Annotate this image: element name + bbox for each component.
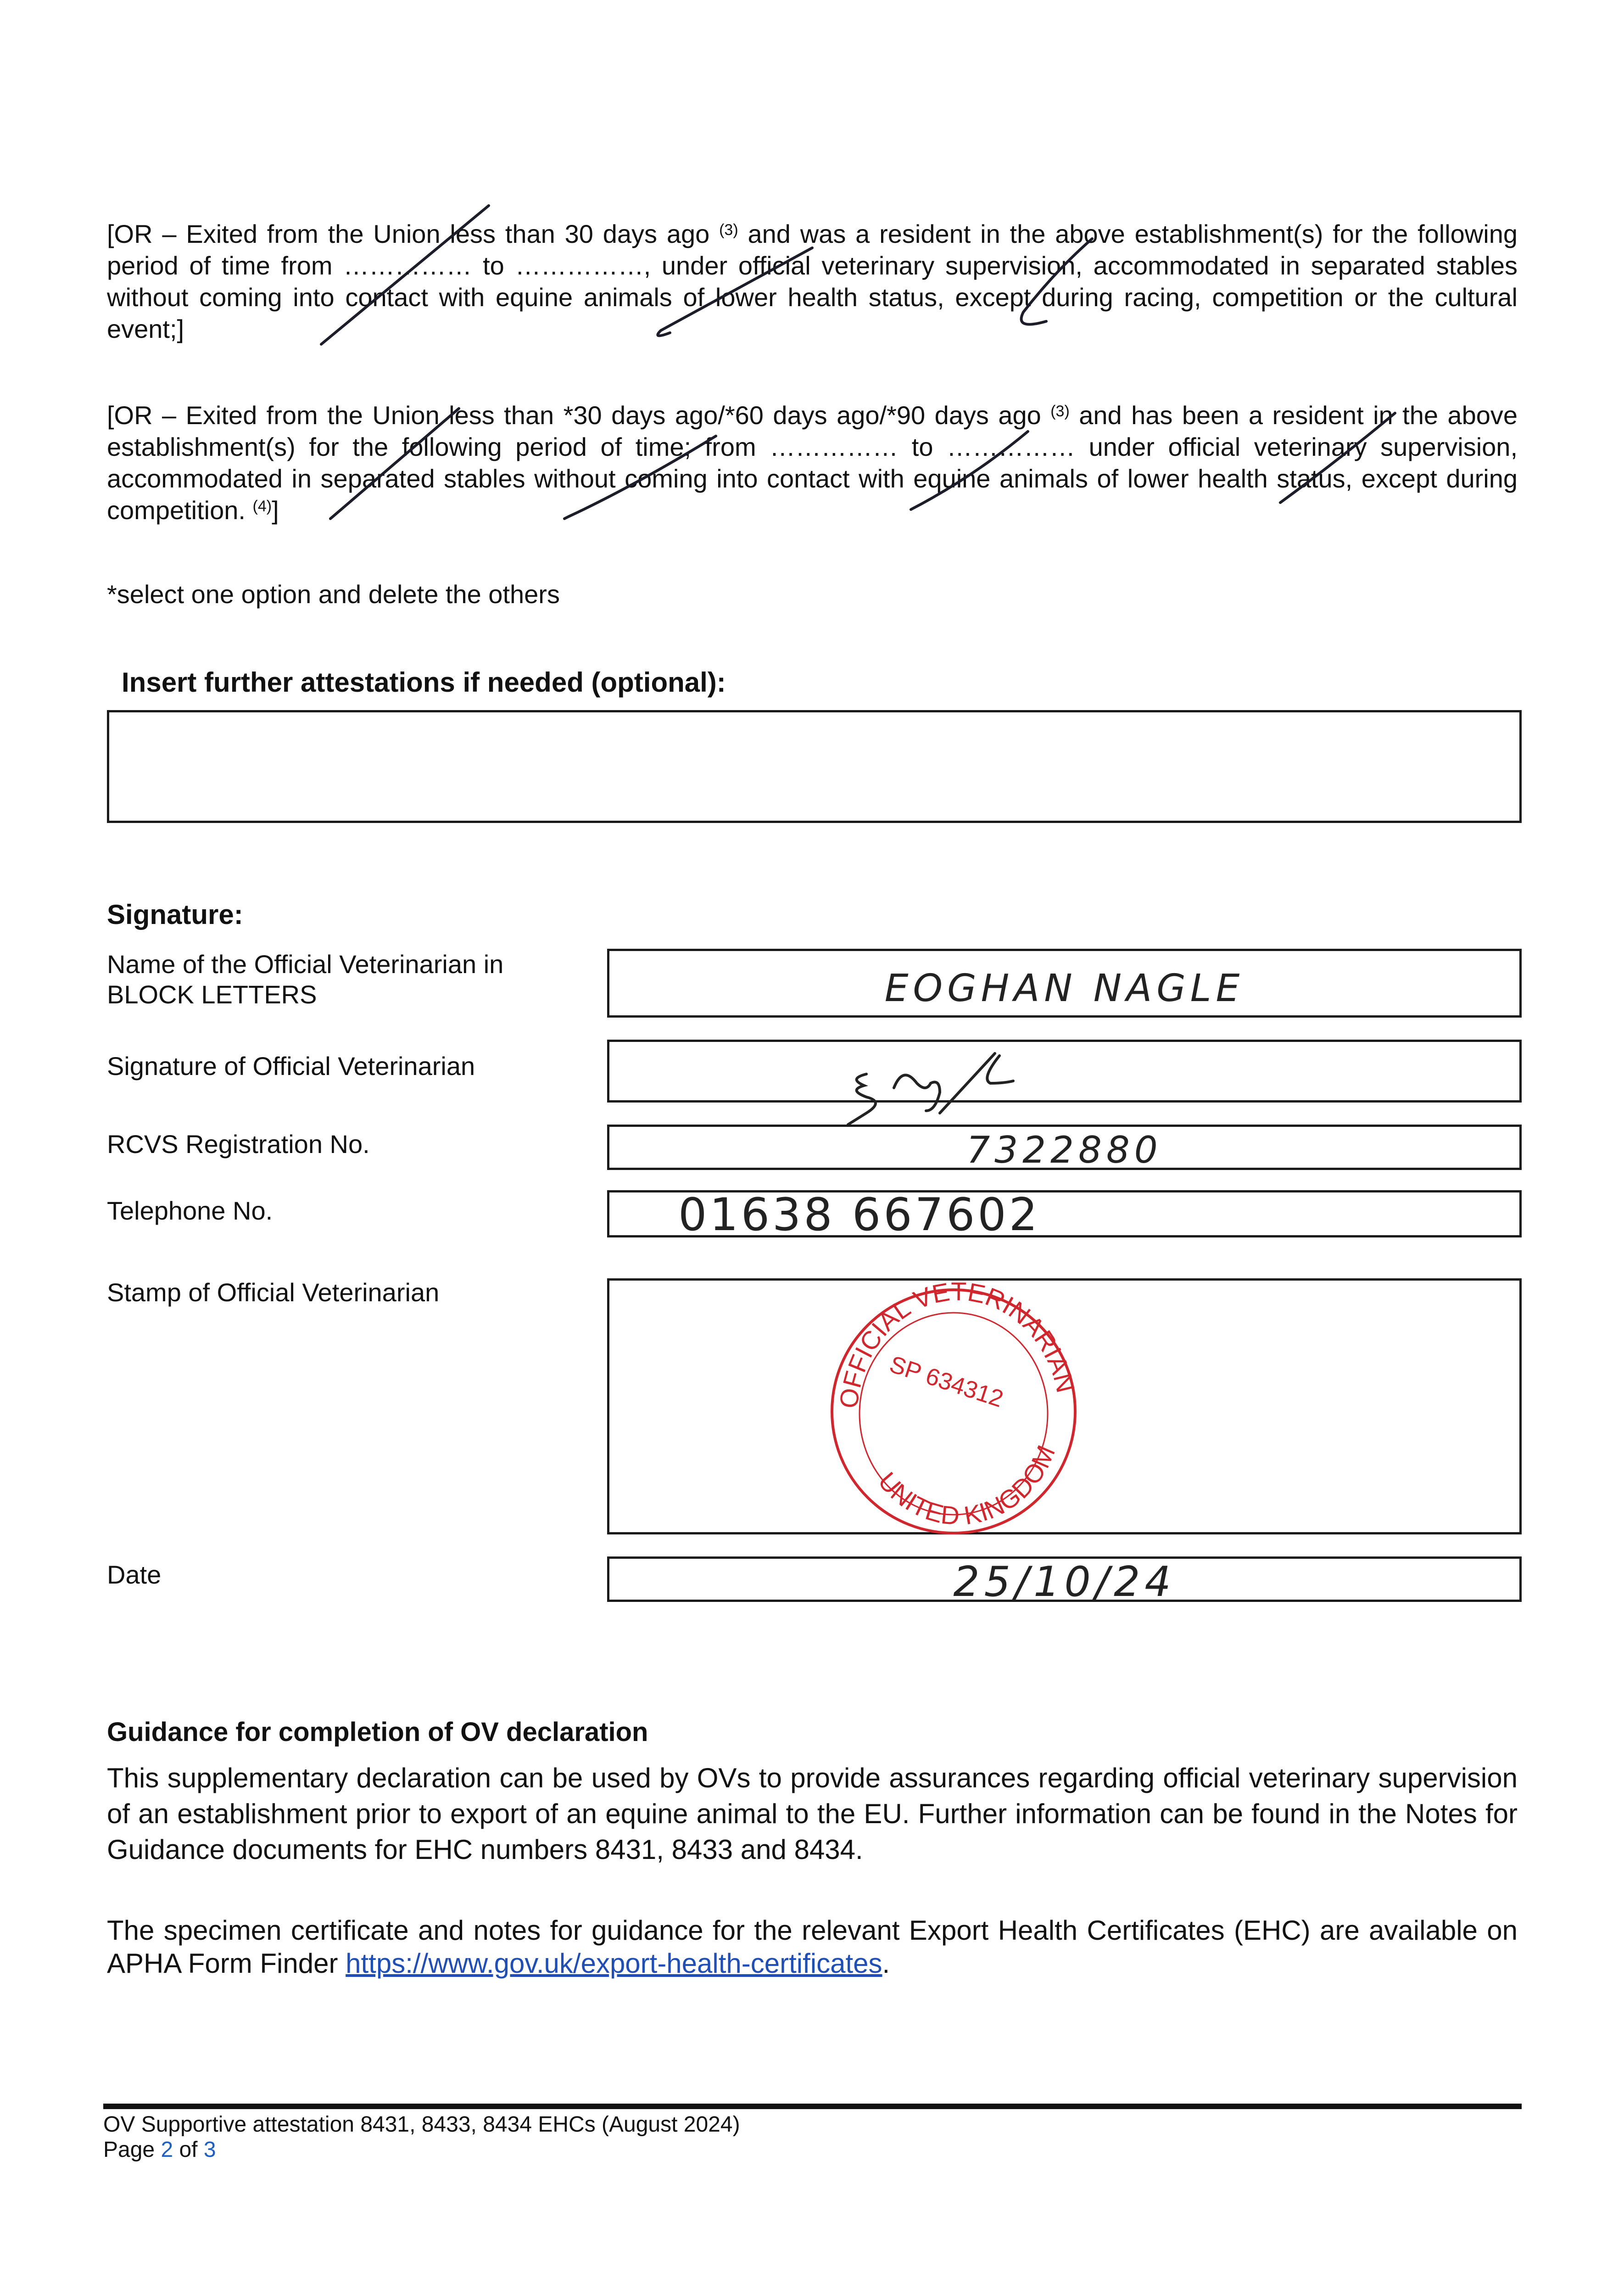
select-note: *select one option and delete the others (107, 580, 560, 609)
export-health-certificates-link[interactable]: https://www.gov.uk/export-health-certificates (346, 1948, 882, 1979)
or1-text: [OR – Exited from the Union less than 30 days ago (107, 219, 720, 248)
signature-heading: Signature: (107, 899, 243, 930)
or2-text-rest: and has been a resident in the above establishment(s) for the following period of time; from …………… to …………… under official veterinary supervision, accommodated in separated stables without coming into contact with equine animals of lower health status, except during competition. (107, 401, 1518, 525)
page-total: 3 (203, 2138, 216, 2162)
period: . (882, 1948, 890, 1979)
date-field[interactable] (607, 1556, 1522, 1606)
rcvs-label: RCVS Registration No. (107, 1130, 370, 1159)
guidance-heading: Guidance for completion of OV declaration (107, 1717, 648, 1747)
stamp-bottom-text: UNITED KINGDOM (872, 1441, 1061, 1531)
or-option-2 (107, 399, 1518, 526)
telephone-field[interactable] (607, 1189, 1522, 1241)
name-field[interactable] (607, 949, 1522, 1018)
date-value: 25/10/24 (953, 1558, 1176, 1606)
stamp-top-text: OFFICIAL VETERINARIAN (833, 1278, 1081, 1410)
page-prefix: Page (103, 2138, 161, 2162)
or-option-1 (107, 218, 1518, 345)
page-current: 2 (161, 2138, 173, 2162)
name-value: EOGHAN NAGLE (884, 967, 1245, 1010)
footer-title: OV Supportive attestation 8431, 8433, 8434 EHCs (August 2024) (103, 2112, 740, 2137)
handwritten-signature (609, 1033, 1519, 1125)
rcvs-value: 7322880 (966, 1129, 1162, 1171)
footnote-ref: (4) (252, 498, 272, 515)
signature-field[interactable] (607, 1040, 1522, 1103)
form-finder-paragraph (107, 1914, 1518, 1980)
telephone-value: 01638 667602 (678, 1189, 1041, 1241)
attestations-heading: Insert further attestations if needed (optional): (122, 667, 726, 698)
rcvs-field[interactable] (607, 1125, 1522, 1170)
footer-divider (103, 2104, 1522, 2109)
stamp-label: Stamp of Official Veterinarian (107, 1278, 440, 1307)
attestations-field[interactable] (107, 710, 1522, 823)
page-of: of (173, 2138, 204, 2162)
or2-text: [OR – Exited from the Union less than *30 days ago/*60 days ago/*90 days ago (107, 401, 1051, 430)
footnote-ref: (3) (719, 221, 738, 239)
footnote-ref: (3) (1050, 403, 1070, 420)
form-finder-text: The specimen certificate and notes for guidance for the relevant Export Health Certificates (EHC) are available on APHA Form Finder (107, 1915, 1518, 1979)
telephone-label: Telephone No. (107, 1196, 273, 1225)
name-label: Name of the Official Veterinarian in BLOCK LETTERS (107, 950, 504, 1009)
or1-text-rest: and was a resident in the above establishment(s) for the following period of time from …………… to ……………, under official veterinary supervision, accommodated in separated stables without coming into contact with equine animals of lower health status, except during racing, competition or the cultural event;] (107, 219, 1518, 343)
official-veterinarian-stamp (820, 1278, 1096, 1535)
guidance-paragraph: This supplementary declaration can be used by OVs to provide assurances regarding official veterinary supervision of an establishment prior to export of an equine animal to the EU. Further information can be found in the Notes for Guidance documents for EHC numbers 8431, 8433 and 8434. (107, 1763, 1518, 1865)
stamp-field (607, 1278, 1522, 1534)
stamp-number: SP 634312 (886, 1351, 1007, 1413)
signature-label: Signature of Official Veterinarian (107, 1052, 475, 1080)
date-label: Date (107, 1560, 162, 1589)
or2-end: ] (272, 496, 279, 525)
page-number (103, 2137, 216, 2163)
